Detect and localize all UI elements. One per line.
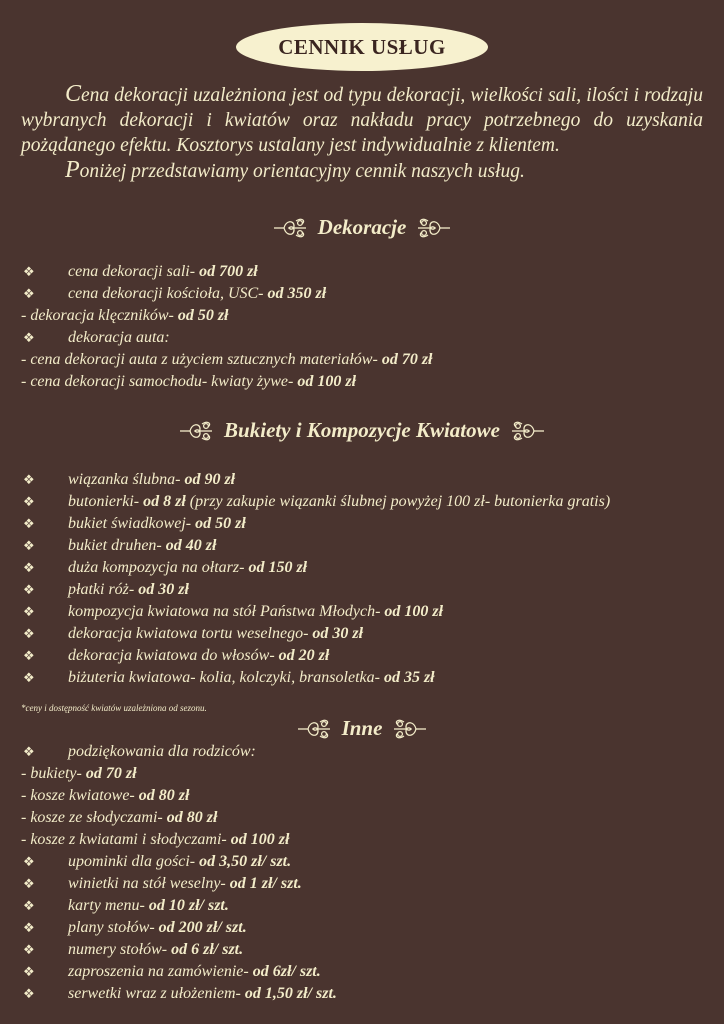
item-price: od 40 zł: [165, 537, 217, 554]
item-price: od 100 zł: [297, 373, 357, 390]
intro-text: [21, 82, 703, 184]
list-item: [21, 349, 711, 371]
diamond-bullet-icon: ❖: [23, 538, 35, 553]
item-price: od 100 zł: [384, 603, 444, 620]
item-price: od 150 zł: [248, 559, 308, 576]
section-heading-bukiety: [0, 418, 724, 443]
item-label: - kosze ze słodyczami-: [21, 809, 167, 826]
item-label: wiązanka ślubna-: [68, 471, 185, 488]
diamond-bullet-icon: ❖: [23, 494, 35, 509]
intro-paragraph-1: Cena dekoracji uzależniona jest od typu dekoracji, wielkości sali, ilości i rodzaju wybranych dekoracji i kwiatów oraz nakładu pracy potrzebnego do uzyskania pożądanego efektu. Kosztorys ustalany jest indywidualnie z klientem.: [21, 81, 703, 156]
flourish-right-icon: [392, 717, 428, 741]
item-price: od 80 zł: [166, 809, 218, 826]
list-item: [21, 851, 711, 873]
item-label: - kosze z kwiatami i słodyczami-: [21, 831, 231, 848]
diamond-bullet-icon: ❖: [23, 942, 35, 957]
list-item: [21, 741, 711, 763]
diamond-bullet-icon: ❖: [23, 604, 35, 619]
item-label: dekoracja kwiatowa tortu weselnego-: [68, 625, 313, 642]
list-item: [21, 645, 711, 667]
list-item: [21, 895, 711, 917]
list-item: [21, 305, 711, 327]
page-title: CENNIK USŁUG: [278, 34, 446, 59]
item-price: od 50 zł: [177, 307, 229, 324]
list-item: [21, 623, 711, 645]
diamond-bullet-icon: ❖: [23, 920, 35, 935]
diamond-bullet-icon: ❖: [23, 626, 35, 641]
diamond-bullet-icon: ❖: [23, 516, 35, 531]
diamond-bullet-icon: ❖: [23, 964, 35, 979]
intro-paragraph-2: Poniżej przedstawiamy orientacyjny cennik naszych usług.: [65, 157, 525, 183]
diamond-bullet-icon: ❖: [23, 670, 35, 685]
item-label: bukiet świadkowej-: [68, 515, 196, 532]
item-price: od 8 zł: [143, 493, 186, 510]
item-price: od 6zł/ szt.: [252, 963, 321, 980]
list-item: [21, 983, 711, 1005]
list-item: [21, 667, 711, 689]
season-note: *ceny i dostępność kwiatów uzależniona od sezonu.: [21, 703, 207, 713]
item-price: od 3,50 zł/ szt.: [199, 853, 292, 870]
item-label: - cena dekoracji auta z użyciem sztucznych materiałów-: [21, 351, 382, 368]
item-label: dekoracja kwiatowa do włosów-: [68, 647, 279, 664]
diamond-bullet-icon: ❖: [23, 854, 35, 869]
list-item: [21, 469, 711, 491]
list-item: [21, 961, 711, 983]
diamond-bullet-icon: ❖: [23, 898, 35, 913]
list-item: [21, 513, 711, 535]
diamond-bullet-icon: ❖: [23, 264, 35, 279]
list-item: [21, 807, 711, 829]
diamond-bullet-icon: ❖: [23, 582, 35, 597]
section-heading-label: Dekoracje: [317, 215, 407, 239]
item-label: kompozycja kwiatowa na stół Państwa Młodych-: [68, 603, 385, 620]
title-badge: [236, 23, 488, 71]
flourish-left-icon: [296, 717, 332, 741]
item-price: od 1,50 zł/ szt.: [244, 985, 337, 1002]
list-item: [21, 535, 711, 557]
list-item: [21, 601, 711, 623]
item-label: serwetki wraz z ułożeniem-: [68, 985, 245, 1002]
diamond-bullet-icon: ❖: [23, 286, 35, 301]
item-price: od 20 zł: [278, 647, 330, 664]
item-label: duża kompozycja na ołtarz-: [68, 559, 249, 576]
section-heading-inne: [0, 716, 724, 741]
item-label: cena dekoracji kościoła, USC-: [68, 285, 268, 302]
item-price: od 200 zł/ szt.: [158, 919, 247, 936]
list-item: [21, 785, 711, 807]
flourish-right-icon: [510, 419, 546, 443]
list-item: [21, 917, 711, 939]
item-label: bukiet druhen-: [68, 537, 166, 554]
item-label: cena dekoracji sali-: [68, 263, 200, 280]
item-price: od 30 zł: [312, 625, 364, 642]
list-item: [21, 579, 711, 601]
item-label: - dekoracja klęczników-: [21, 307, 178, 324]
item-price: od 100 zł: [230, 831, 290, 848]
item-price: od 90 zł: [184, 471, 236, 488]
item-price: od 1 zł/ szt.: [229, 875, 302, 892]
item-price: od 6 zł/ szt.: [171, 941, 244, 958]
section-heading-dekoracje: [0, 215, 724, 240]
item-label: butonierki-: [68, 493, 144, 510]
item-price: od 50 zł: [195, 515, 246, 532]
flourish-left-icon: [272, 216, 308, 240]
section-heading-label: Bukiety i Kompozycje Kwiatowe: [224, 418, 500, 442]
item-label: podziękowania dla rodziców:: [68, 743, 256, 760]
list-item: [21, 557, 711, 579]
diamond-bullet-icon: ❖: [23, 560, 35, 575]
list-item: [21, 829, 711, 851]
flourish-left-icon: [178, 419, 214, 443]
diamond-bullet-icon: ❖: [23, 876, 35, 891]
inne-price-list: [21, 741, 711, 1005]
item-label: biżuteria kwiatowa- kolia, kolczyki, bransoletka-: [68, 669, 384, 686]
dekoracje-price-list: [21, 261, 711, 393]
list-item: [21, 763, 711, 785]
bukiety-price-list: [21, 469, 711, 689]
diamond-bullet-icon: ❖: [23, 472, 35, 487]
list-item: [21, 327, 711, 349]
list-item: [21, 371, 711, 393]
item-label: numery stołów-: [68, 941, 172, 958]
item-note: (przy zakupie wiązanki ślubnej powyżej 100 zł- butonierka gratis): [185, 493, 611, 510]
item-price: od 700 zł: [199, 263, 258, 280]
item-price: od 350 zł: [267, 285, 327, 302]
item-label: zaproszenia na zamówienie-: [68, 963, 253, 980]
item-price: od 70 zł: [85, 765, 137, 782]
section-heading-label: Inne: [341, 716, 383, 740]
list-item: [21, 261, 711, 283]
list-item: [21, 873, 711, 895]
item-price: od 30 zł: [138, 581, 189, 598]
item-price: od 10 zł/ szt.: [148, 897, 229, 914]
item-label: karty menu-: [68, 897, 149, 914]
item-label: - bukiety-: [21, 765, 86, 782]
item-price: od 80 zł: [138, 787, 190, 804]
item-label: dekoracja auta:: [68, 329, 170, 346]
diamond-bullet-icon: ❖: [23, 986, 35, 1001]
list-item: [21, 283, 711, 305]
drop-cap: P: [65, 157, 80, 183]
item-label: upominki dla gości-: [68, 853, 200, 870]
item-label: plany stołów-: [68, 919, 159, 936]
diamond-bullet-icon: ❖: [23, 648, 35, 663]
flourish-right-icon: [416, 216, 452, 240]
item-label: - cena dekoracji samochodu- kwiaty żywe-: [21, 373, 298, 390]
diamond-bullet-icon: ❖: [23, 744, 35, 759]
item-label: płatki róż-: [68, 581, 139, 598]
item-label: - kosze kwiatowe-: [21, 787, 139, 804]
drop-cap: C: [65, 81, 82, 107]
item-label: winietki na stół weselny-: [68, 875, 230, 892]
item-price: od 70 zł: [381, 351, 433, 368]
list-item: [21, 939, 711, 961]
diamond-bullet-icon: ❖: [23, 330, 35, 345]
item-price: od 35 zł: [383, 669, 435, 686]
list-item: [21, 491, 711, 513]
